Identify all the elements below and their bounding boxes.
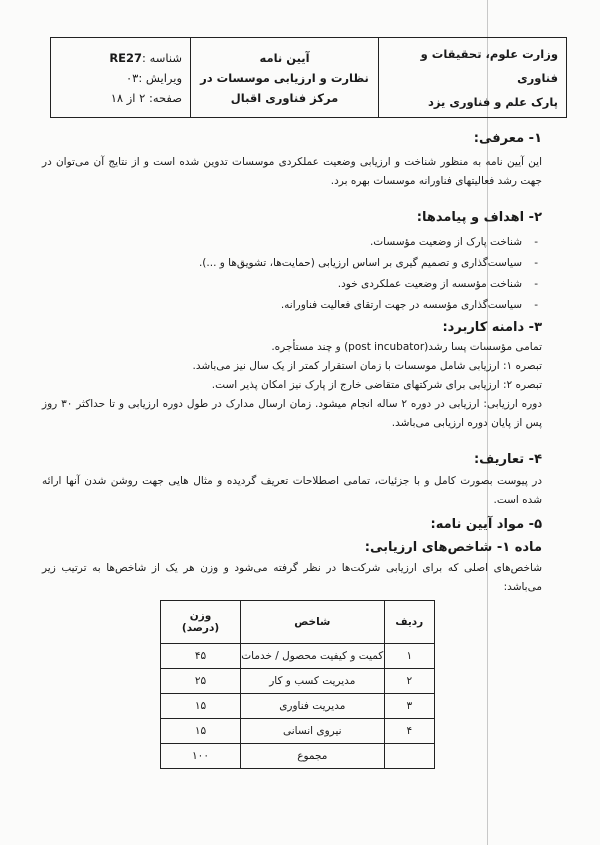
header-organization [378,38,566,117]
section-articles [42,515,542,597]
section-text: این آیین نامه به منظور شناخت و ارزیابی وضعیت عملکردی موسسات تدوین شده است و از نتایج آن می‌توان در جهت رشد فعالیتهای فناورانه موسسات بهره برد. [42,156,542,187]
criterion-weight: ۱۵ [161,694,241,719]
title-line-2: نظارت و ارزیابی موسسات در [200,70,369,85]
criterion-weight: ۱۵ [161,719,241,744]
section-scope [42,318,542,433]
title-line-3: مرکز فناوری اقبال [230,90,339,105]
document-id-value: RE27 [109,50,143,65]
header-title [190,38,378,117]
criterion-name: مدیریت کسب و کار [241,669,384,694]
row-number: ۲ [384,669,434,694]
total-value: ۱۰۰ [161,744,241,769]
list-item: - شناخت پارک از وضعیت مؤسسات. [42,232,542,253]
table-row [161,694,435,719]
criteria-table [160,600,435,769]
scope-period: دوره ارزیابی: ارزیابی در دوره ۲ ساله انجام میشود. زمان ارسال مدارک در طول دوره ارزیابی و تا حداکثر ۳۰ روز پس از پایان دوره ارزیابی می‌باشد. [42,398,542,429]
criterion-name: کمیت و کیفیت محصول / خدمات [241,644,384,669]
section-goals [42,208,542,316]
section-text: شاخص‌های اصلی که برای ارزیابی شرکت‌ها در نظر گرفته می‌شود و وزن هر یک از شاخص‌ها به ترتیب زیر می‌باشد: [42,562,542,593]
section-text: در پیوست بصورت کامل و با جزئیات، تمامی اصطلاحات تعریف گردیده و مثال هایی جهت روشن شدن آنها ارائه شده است. [42,475,542,506]
criterion-name: مدیریت فناوری [241,694,384,719]
criterion-weight: ۴۵ [161,644,241,669]
table-total-row [161,744,435,769]
row-number: ۴ [384,719,434,744]
row-number: ۱ [384,644,434,669]
section-heading: ۲- اهداف و پیامدها: [416,210,542,225]
document-header [50,37,567,118]
table-row [161,669,435,694]
table-row [161,719,435,744]
section-intro [42,129,542,191]
org-line-2: پارک علم و فناوری یزد [428,94,558,109]
goals-list [42,232,542,316]
column-header-criterion: شاخص [241,601,384,644]
column-header-row: ردیف [384,601,434,644]
scope-note-2: تبصره ۲: ارزیابی برای شرکتهای متقاضی خارج از پارک نیز امکان پذیر است. [211,379,542,391]
scope-note-1: تبصره ۱: ارزیابی شامل موسسات با زمان استقرار کمتر از یک سال نیز می‌باشد. [192,360,542,372]
section-heading: ۳- دامنه کاربرد: [442,320,542,335]
table-header-row [161,601,435,644]
article-1-heading: ماده ۱- شاخص‌های ارزیابی: [364,540,542,555]
criterion-name: نیروی انسانی [241,719,384,744]
title-line-1: آیین نامه [259,50,310,65]
table-row [161,644,435,669]
row-number: ۳ [384,694,434,719]
list-item: - سیاست‌گذاری مؤسسه در جهت ارتقای فعالیت فناورانه. [42,295,542,316]
total-label: مجموع [241,744,384,769]
row-number [384,744,434,769]
page-number: صفحه: ۲ از ۱۸ [110,90,182,105]
section-heading: ۵- مواد آیین نامه: [430,517,542,532]
criterion-weight: ۲۵ [161,669,241,694]
document-id: شناسه :RE27 [109,50,182,65]
column-header-weight: وزن (درصد) [161,601,241,644]
section-heading: ۱- معرفی: [473,131,542,146]
list-item: - سیاست‌گذاری و تصمیم گیری بر اساس ارزیابی (حمایت‌ها، تشویق‌ها و ...). [42,253,542,274]
list-item: - شناخت مؤسسه از وضعیت عملکردی خود. [42,274,542,295]
section-heading: ۴- تعاریف: [473,452,542,467]
org-line-1: وزارت علوم، تحقیقات و فناوری [420,46,558,85]
scope-line: تمامی مؤسسات پسا رشد(post incubator) و چند مستأجره. [271,341,542,353]
header-meta [51,38,190,117]
document-revision: ویرایش :۰۳ [125,70,182,85]
section-definitions [42,450,542,510]
